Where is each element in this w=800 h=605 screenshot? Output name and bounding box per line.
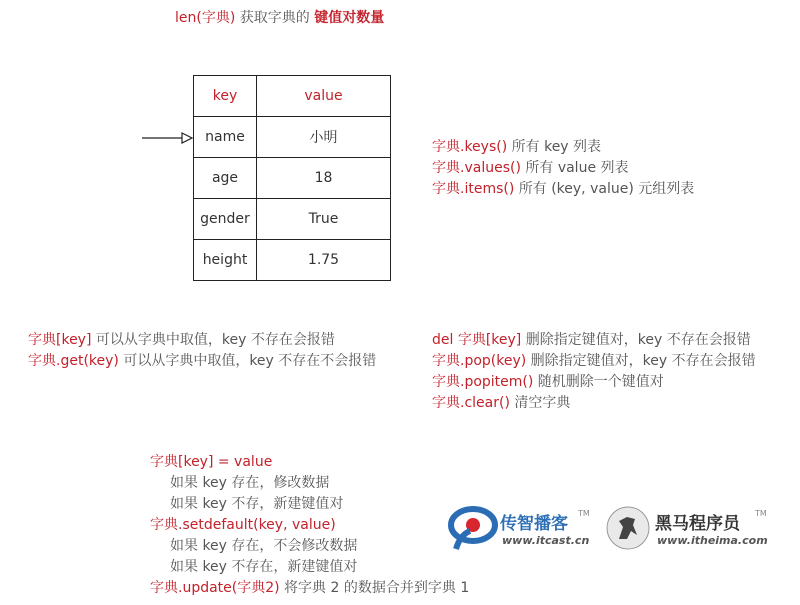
title-highlight: 键值对数量	[314, 10, 385, 26]
update-line	[150, 578, 469, 599]
row-key: age	[194, 158, 257, 199]
itheima-name: 黑马程序员	[655, 514, 740, 534]
setdefault-code: 字典.setdefault(key, value)	[150, 517, 336, 533]
list-item	[432, 372, 756, 393]
itcast-tm: TM	[578, 509, 590, 518]
itcast-name: 传智播客	[500, 514, 568, 534]
row-key: gender	[194, 199, 257, 240]
method-desc: 随机删除一个键值对	[533, 374, 664, 390]
method-code: 字典.pop(key)	[432, 353, 527, 369]
list-item	[432, 137, 694, 158]
row-key: height	[194, 240, 257, 281]
methods-list-block	[432, 137, 694, 200]
itheima-logo	[605, 505, 775, 555]
method-desc: 可以从字典中取值，key 不存在会报错	[91, 332, 335, 348]
method-code: del 字典[key]	[432, 332, 522, 348]
row-value: 小明	[257, 117, 391, 158]
list-item	[432, 393, 756, 414]
table-row	[194, 117, 391, 158]
list-item	[28, 351, 376, 372]
arrow-pointer-icon	[142, 129, 194, 147]
table-row	[194, 240, 391, 281]
itcast-url: www.itcast.cn	[502, 534, 590, 547]
assign-code: 字典[key] = value	[150, 454, 273, 470]
assign-note: 如果 key 存在，修改数据	[170, 475, 330, 491]
method-code: 字典.popitem()	[432, 374, 534, 390]
setdefault-note: 如果 key 存在，不会修改数据	[170, 538, 358, 554]
list-item	[28, 330, 376, 351]
list-item	[432, 351, 756, 372]
horse-emblem-icon	[605, 505, 651, 551]
table-row	[194, 158, 391, 199]
method-code: 字典.get(key)	[28, 353, 119, 369]
method-desc: 所有 (key, value) 元组列表	[514, 181, 695, 197]
table-row	[194, 199, 391, 240]
row-value: 18	[257, 158, 391, 199]
table-header-row	[194, 76, 391, 117]
row-key: name	[194, 117, 257, 158]
row-value: 1.75	[257, 240, 391, 281]
list-item	[432, 330, 756, 351]
method-desc: 清空字典	[509, 395, 571, 411]
list-item	[432, 179, 694, 200]
itcast-logo	[448, 505, 598, 555]
title-function: len(字典)	[175, 10, 236, 26]
delete-block	[432, 330, 756, 414]
method-code: 字典.items()	[432, 181, 515, 197]
method-code: 字典[key]	[28, 332, 92, 348]
header-value: value	[257, 76, 391, 117]
assign-note: 如果 key 不存，新建键值对	[170, 496, 344, 512]
setdefault-note: 如果 key 不存在，新建键值对	[170, 559, 358, 575]
itcast-emblem-icon	[448, 505, 498, 551]
method-code: 字典.values()	[432, 160, 521, 176]
header-key: key	[194, 76, 257, 117]
method-desc: 删除指定键值对，key 不存在会报错	[521, 332, 751, 348]
update-code: 字典.update(字典2)	[150, 580, 280, 596]
modify-block	[150, 452, 469, 599]
method-desc: 删除指定键值对，key 不存在会报错	[526, 353, 756, 369]
dictionary-table	[193, 75, 391, 281]
method-code: 字典.clear()	[432, 395, 510, 411]
access-block	[28, 330, 376, 372]
diagram-title	[175, 8, 384, 29]
method-desc: 所有 key 列表	[507, 139, 602, 155]
row-value: True	[257, 199, 391, 240]
update-desc: 将字典 2 的数据合并到字典 1	[279, 580, 470, 596]
method-desc: 所有 value 列表	[520, 160, 629, 176]
title-text: 获取字典的	[235, 10, 315, 26]
list-item	[432, 158, 694, 179]
method-desc: 可以从字典中取值，key 不存在不会报错	[118, 353, 377, 369]
method-code: 字典.keys()	[432, 139, 508, 155]
itheima-tm: TM	[755, 509, 767, 518]
itheima-url: www.itheima.com	[657, 534, 768, 547]
